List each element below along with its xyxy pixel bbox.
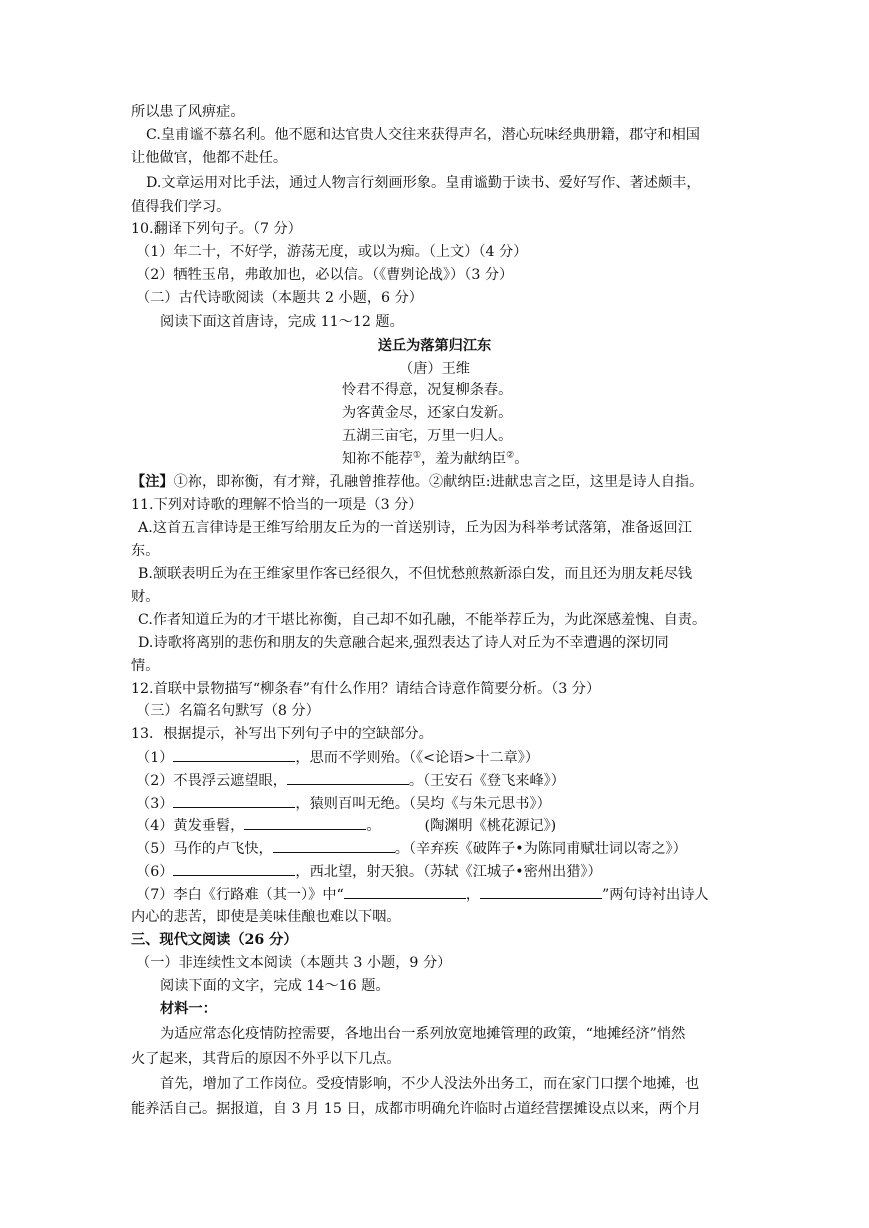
answer-blank[interactable] [344,884,466,899]
fill-item-7 [136,884,709,905]
section-heading: （三）名篇名句默写（8 分） [136,703,320,719]
fill-suffix: ，思而不学则殆。（《<论语>十二章》） [295,750,540,766]
section-heading: （二）古代诗歌阅读（本题共 2 小题，6 分） [136,290,423,306]
fill-prefix: （2）不畏浮云遮望眼， [136,773,287,789]
question-10-2: （2）牺牲玉帛，弗敢加也，必以信。（《曹刿论战》）（3 分） [136,267,514,283]
paragraph-line: 火了起来，其背后的原因不外乎以下几点。 [131,1051,401,1067]
question-12: 12.首联中景物描写“柳条春”有什么作用？请结合诗意作简要分析。（3 分） [131,681,601,697]
note-label: 【注】 [131,474,174,490]
reading-intro: 阅读下面的文字，完成 14～16 题。 [160,978,390,994]
poem-author: （唐）王维 [399,361,470,377]
fill-suffix: ”两句诗衬出诗人 [602,887,709,903]
answer-blank[interactable] [173,793,295,808]
fill-suffix: ，西北望，射天狼。（苏轼《江城子•密州出猎》） [295,864,602,880]
section-heading-3: 三、现代文阅读（26 分） [131,932,298,948]
poem-text: 知祢不能荐 [342,451,413,467]
answer-blank[interactable] [480,884,602,899]
footnote-mark: ① [412,450,422,461]
fill-suffix: 。（辛弃疾《破阵子•为陈同甫赋壮词以寄之》） [394,841,687,857]
answer-blank[interactable] [244,815,366,830]
fill-prefix: （4）黄发垂髫， [136,818,245,834]
fill-suffix: 。（王安石《登飞来峰》） [408,773,565,789]
text-line: 东。 [131,543,160,559]
poem-line [342,449,528,469]
option-c: C.皇甫谧不慕名利。他不愿和达官贵人交往来获得声名，潜心玩味经典册籍，郡守和相国 [146,127,700,143]
fill-item-3 [136,793,551,814]
option-b: B.颔联表明丘为在王维家里作客已经很久，不但忧愁煎熬新添白发，而且还为朋友耗尽钱 [138,566,693,582]
question-13: 13．根据提示，补写出下列句子中的空缺部分。 [131,726,433,742]
paragraph-line: 为适应常态化疫情防控需要，各地出台一系列放宽地摊管理的政策，“地摊经济”悄然 [160,1026,686,1042]
text-line: 情。 [131,658,160,674]
text-line: 内心的悲苦，即使是美味佳酿也难以下咽。 [131,909,401,925]
fill-suffix: ，猿则百叫无绝。（吴均《与朱元思书》） [295,796,551,812]
answer-blank[interactable] [287,770,409,785]
answer-blank[interactable] [173,861,295,876]
paragraph-line: 首先，增加了工作岗位。受疫情影响，不少人没法外出务工，而在家门口摆个地摊，也 [160,1076,700,1092]
fill-source: (陶渊明《桃花源记》) [424,818,557,834]
poem-line: 五湖三亩宅，万里一归人。 [342,428,513,444]
material-label: 材料一： [160,1001,217,1017]
text-line: 值得我们学习。 [131,199,231,215]
text-line: 让他做官，他都不赴任。 [131,150,288,166]
fill-item-4 [136,815,556,836]
fill-prefix: （3） [136,796,174,812]
fill-prefix: （7）李白《行路难（其一）》中“ [136,887,344,903]
fill-separator: ， [465,887,481,903]
answer-blank[interactable] [273,838,395,853]
question-10: 10.翻译下列句子。（7 分） [131,221,302,237]
fill-prefix: （1） [136,750,174,766]
answer-blank[interactable] [173,747,295,762]
text-line: 财。 [131,589,160,605]
poem-intro: 阅读下面这首唐诗，完成 11～12 题。 [160,314,404,330]
question-11: 11.下列对诗歌的理解不恰当的一项是（3 分） [131,497,423,513]
poem-text: ，羞为献纳臣 [421,451,507,467]
poem-title: 送丘为落第归江东 [377,338,492,354]
fill-item-5 [136,838,687,859]
text-line: 所以患了风痹症。 [131,104,245,120]
fill-item-6 [136,861,602,882]
fill-prefix: （6） [136,864,174,880]
question-10-1: （1）年二十，不好学，游荡无度，或以为痴。（上文）（4 分） [136,244,528,260]
option-a: A.这首五言律诗是王维写给朋友丘为的一首送别诗，丘为因为科举考试落第，准备返回江 [138,520,692,536]
option-c: C.作者知道丘为的才干堪比祢衡，自己却不如孔融，不能举荐丘为，为此深感羞愧、自责。 [138,612,707,628]
poem-text: 。 [514,451,529,467]
footnote-mark: ② [506,450,515,461]
fill-item-2 [136,770,565,791]
fill-suffix: 。 [366,818,381,834]
note-text: ①祢，即祢衡，有才辩，孔融曾推荐他。②献纳臣:进献忠言之臣，这里是诗人自指。 [173,474,704,490]
poem-note [131,472,703,492]
section-heading: （一）非连续性文本阅读（本题共 3 小题，9 分） [136,955,452,971]
option-d: D.诗歌将离别的悲伤和朋友的失意融合起来,强烈表达了诗人对丘为不幸遭遇的深切同 [138,635,669,651]
poem-line: 怜君不得意，况复柳条春。 [342,382,513,398]
paragraph-line: 能养活自己。据报道，自 3 月 15 日，成都市明确允许临时占道经营摆摊设点以来，两个月 [131,1101,702,1117]
option-d: D.文章运用对比手法，通过人物言行刻画形象。皇甫谧勤于读书、爱好写作、著述颇丰， [146,175,701,191]
poem-line: 为客黄金尽，还家白发新。 [342,405,513,421]
fill-item-1 [136,747,539,768]
fill-prefix: （5）马作的卢飞快， [136,841,273,857]
